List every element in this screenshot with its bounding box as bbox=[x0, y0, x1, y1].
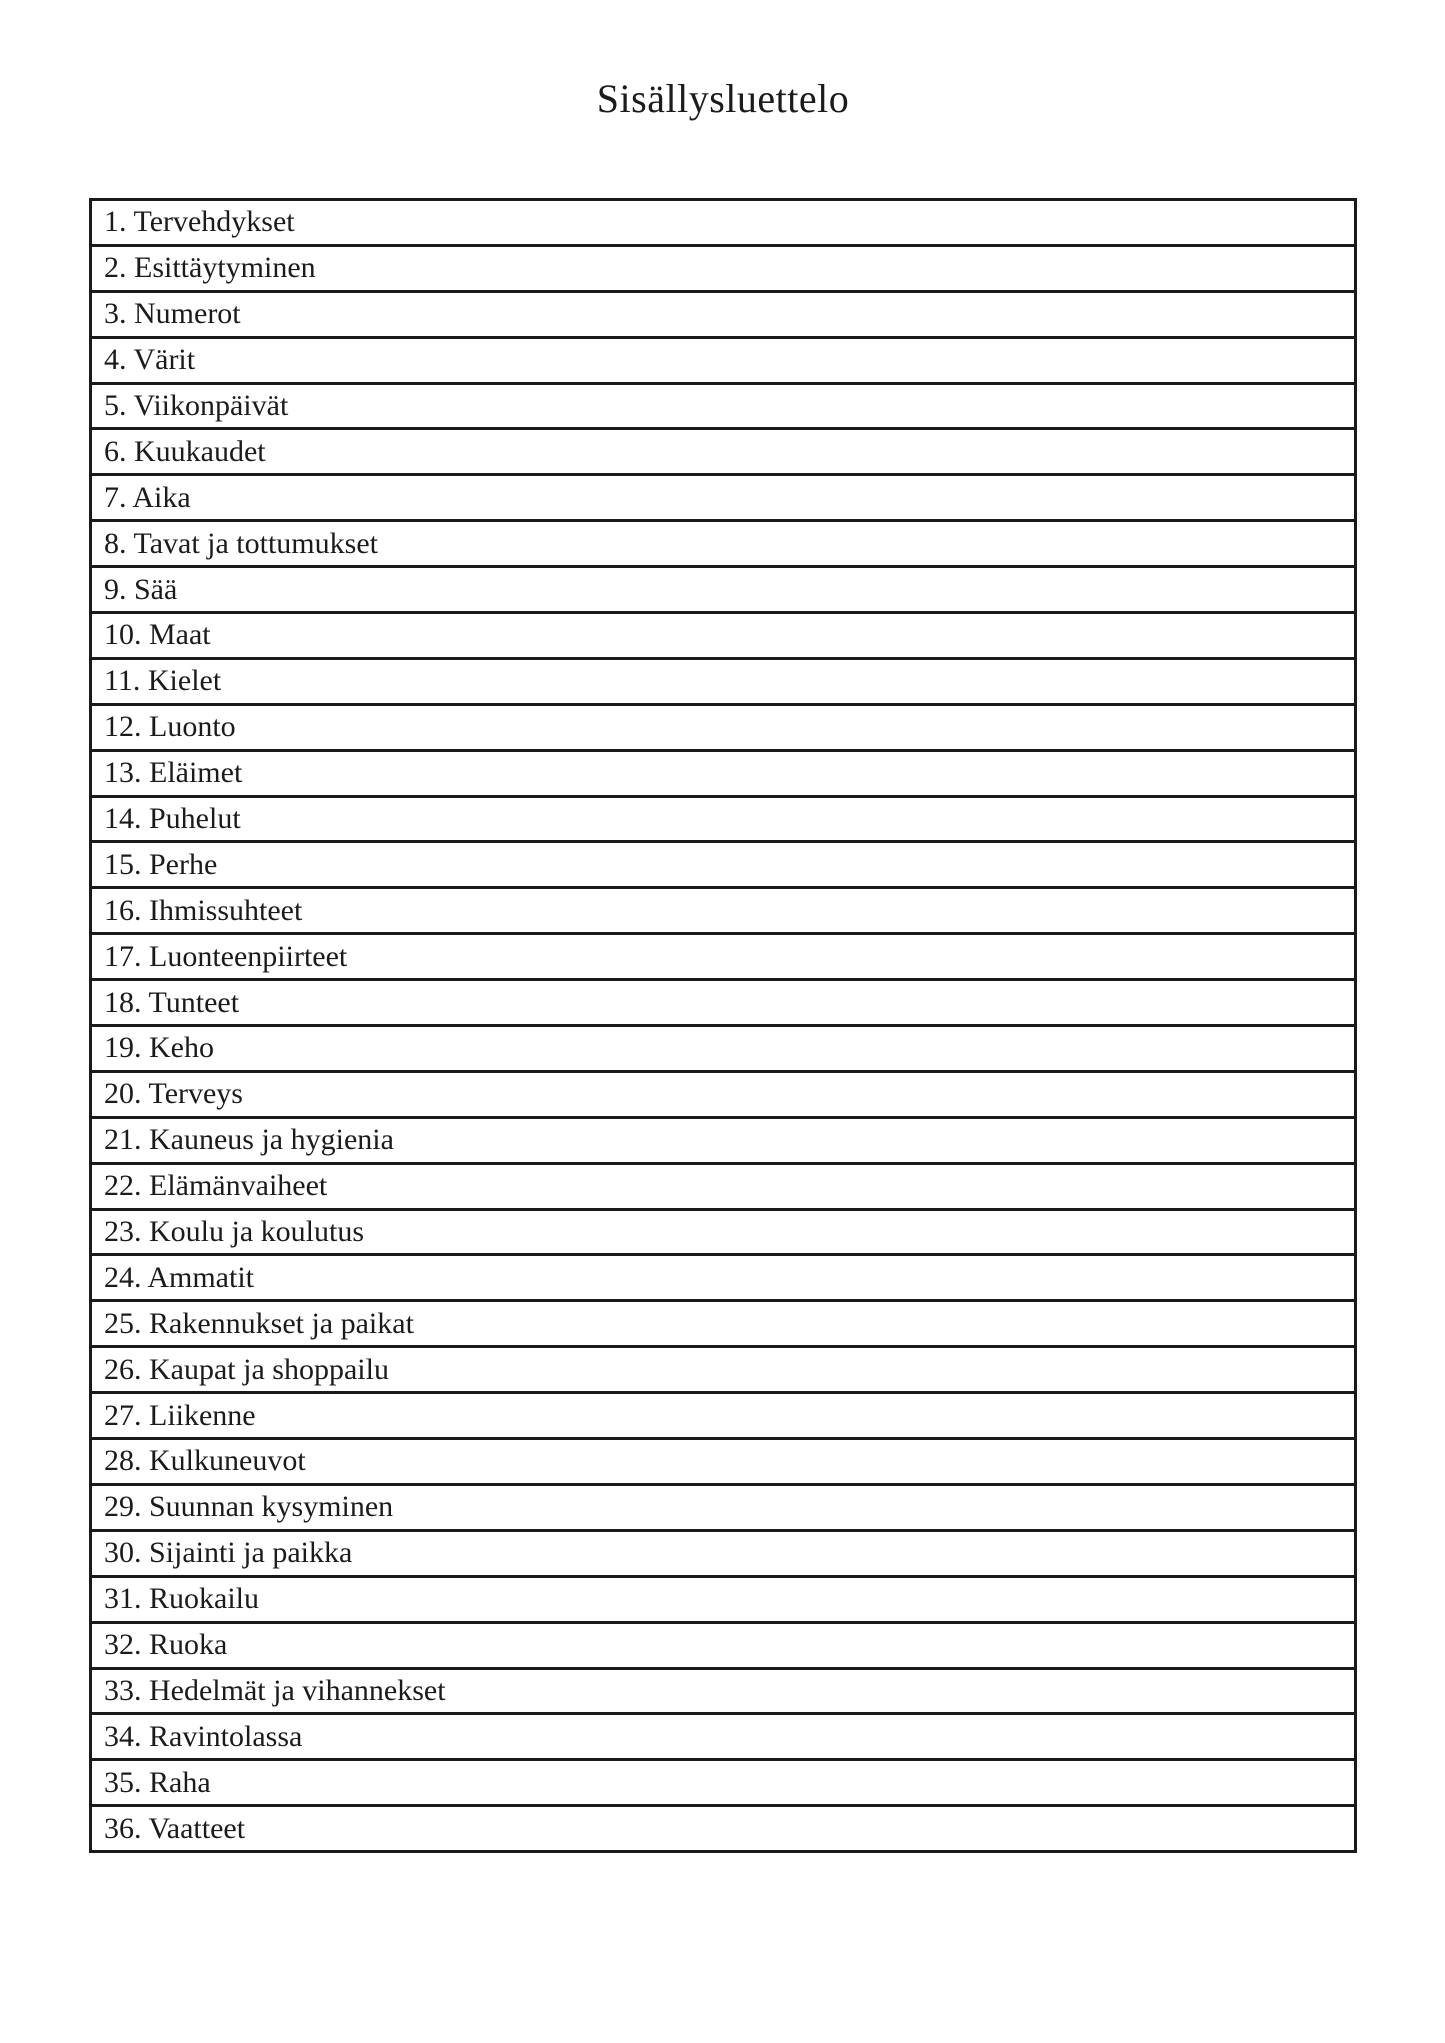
toc-entry-18: 18. Tunteet bbox=[92, 981, 1354, 1027]
toc-entry-16: 16. Ihmissuhteet bbox=[92, 889, 1354, 935]
toc-entry-3: 3. Numerot bbox=[92, 293, 1354, 339]
toc-entry-13: 13. Eläimet bbox=[92, 752, 1354, 798]
toc-entry-20: 20. Terveys bbox=[92, 1073, 1354, 1119]
toc-entry-10: 10. Maat bbox=[92, 614, 1354, 660]
toc-entry-7: 7. Aika bbox=[92, 476, 1354, 522]
toc-entry-31: 31. Ruokailu bbox=[92, 1578, 1354, 1624]
toc-entry-25: 25. Rakennukset ja paikat bbox=[92, 1302, 1354, 1348]
toc-entry-26: 26. Kaupat ja shoppailu bbox=[92, 1348, 1354, 1394]
page-title: Sisällysluettelo bbox=[596, 76, 850, 121]
toc-entry-30: 30. Sijainti ja paikka bbox=[92, 1532, 1354, 1578]
toc-entry-35: 35. Raha bbox=[92, 1761, 1354, 1807]
toc-entry-22: 22. Elämänvaiheet bbox=[92, 1165, 1354, 1211]
toc-entry-34: 34. Ravintolassa bbox=[92, 1715, 1354, 1761]
toc-entry-4: 4. Värit bbox=[92, 339, 1354, 385]
toc-entry-33: 33. Hedelmät ja vihannekset bbox=[92, 1670, 1354, 1716]
toc-entry-8: 8. Tavat ja tottumukset bbox=[92, 522, 1354, 568]
toc-entry-15: 15. Perhe bbox=[92, 843, 1354, 889]
toc-entry-2: 2. Esittäytyminen bbox=[92, 247, 1354, 293]
toc-entry-19: 19. Keho bbox=[92, 1027, 1354, 1073]
toc-entry-24: 24. Ammatit bbox=[92, 1256, 1354, 1302]
toc-table bbox=[89, 198, 1357, 1853]
toc-entry-5: 5. Viikonpäivät bbox=[92, 385, 1354, 431]
toc-entry-1: 1. Tervehdykset bbox=[92, 201, 1354, 247]
toc-entry-29: 29. Suunnan kysyminen bbox=[92, 1486, 1354, 1532]
toc-entry-27: 27. Liikenne bbox=[92, 1394, 1354, 1440]
toc-entry-11: 11. Kielet bbox=[92, 660, 1354, 706]
toc-entry-6: 6. Kuukaudet bbox=[92, 430, 1354, 476]
toc-entry-17: 17. Luonteenpiirteet bbox=[92, 935, 1354, 981]
toc-entry-32: 32. Ruoka bbox=[92, 1624, 1354, 1670]
toc-entry-9: 9. Sää bbox=[92, 568, 1354, 614]
toc-entry-14: 14. Puhelut bbox=[92, 798, 1354, 844]
toc-entry-12: 12. Luonto bbox=[92, 706, 1354, 752]
toc-entry-23: 23. Koulu ja koulutus bbox=[92, 1211, 1354, 1257]
toc-entry-36: 36. Vaatteet bbox=[104, 1811, 246, 1845]
toc-entry-28: 28. Kulkuneuvot bbox=[92, 1440, 1354, 1486]
toc-entry-21: 21. Kauneus ja hygienia bbox=[92, 1119, 1354, 1165]
